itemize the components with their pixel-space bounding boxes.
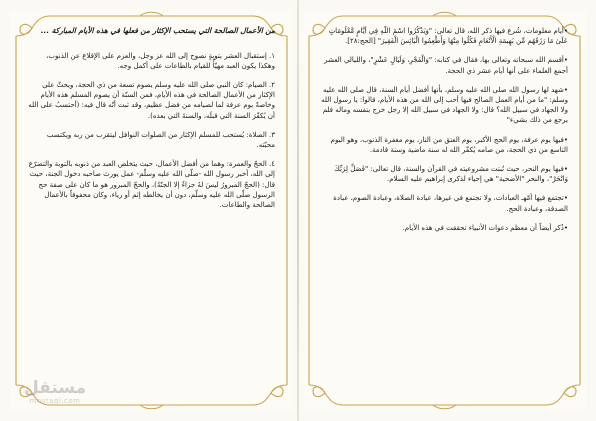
deed-paragraph-3: ٣. الصلاة: يُستحب للمسلم الإكثار من الصلوات النوافل ليتقرب من ربه ويكتسب محبّته. bbox=[46, 130, 275, 149]
virtue-paragraph-3: •شهد لها رسول الله صلى الله عليه وسلم، بأنها أفضل أيام السنة، قال صلى الله عليه وسلم: "ما من أيام العمل الصالح فيها أحب إلى الله من هذه الأيام، قالوا: يا رسول الله ولا الجهاد في سبيل الله؟ قال: ولا الجهاد في سبيل الله إلا رجل خرج بنفسه وماله فلم يرجع من ذلك بشيء" bbox=[321, 85, 568, 125]
right-page bbox=[303, 10, 586, 411]
deed-paragraph-1: ١. إستقبال العشر بتوبةٍ نصوح إلى الله عز وجل، والعزم على الإقلاع عن الذنوب، وهكذا يكون العبد مهيّأً للقيام بالطاعات على أكمل وجه. bbox=[46, 51, 275, 70]
deed-paragraph-2: ٢. الصيام: كان النبي صلى الله عليه وسلم يصوم تسعة من ذي الحجة، ويحثّ على الإكثار من الأعمال الصالحة في هذه الأيام، فمن السنّة أن يصوم المسلم هذه الأيام وخاصةً يوم عرفة لما لصيامه من فضل عظيم، وقد ثبت أنّه قال فيه: (أحتسبُ على الله أن يُكفّرَ السنة التي قبلَه، والسنةَ التي بعده). bbox=[28, 80, 275, 120]
right-page-content bbox=[321, 26, 568, 397]
deed-paragraph-4: ٤. الحجّ والعمرة: وهما من أفضل الأعمال، حيث يتخلص العبد من ذنوبه بالتوبة والتضرّع إلى الله، أخبر رسول الله -صلّى الله عليه وسلّم- عمل يورث صاحبه دخول الجنة، حيث قال: (الحجّ المبرورُ ليسَ لهُ جزاءٌ إلا الجنّةُ)، والحجّ المبرور هو ما كان على صفة حج الرسول صلّى الله عليه وسلّم، دون أن يخالطه إثم أو رياء، وكان محفوفاً بالأعمال الصالحة والطاعات. bbox=[28, 160, 275, 209]
page-gutter bbox=[297, 0, 299, 421]
watermark-url: mostaql.com bbox=[29, 397, 81, 405]
virtue-paragraph-1: •أيام معلومات، شُرع فيها ذكر الله، قال تعالى: "وَيَذْكُرُوا اسْمَ اللَّهِ فِي أَيَّامٍ مَّعْلُومَاتٍ عَلَىٰ مَا رَزَقَهُم مِّن بَهِيمَةِ الْأَنْعَامِ فَكُلُوا مِنْهَا وَأَطْعِمُوا الْبَائِسَ الْفَقِيرَ" [الحج:٢٨]. bbox=[328, 27, 568, 46]
section-heading: من الأعمال الصالحة التي يستحب الإكثار من فعلها في هذه الأيام المباركة ... bbox=[40, 26, 275, 35]
virtue-paragraph-4: •فيها يوم عرفة، يوم الحج الأكبر، يوم العتق من النار، يوم مغفرة الذنوب، وهو اليوم التاسع من ذي الحجة، من صامه يُكفّر الله له سنة ماضية وسنة قادمة. bbox=[330, 135, 568, 154]
virtue-paragraph-5: •فيها يوم النحر، حيث تُبتت مشروعيته في القرآن والسنة، قال تعالى: "فَصَلِّ لِرَبِّكَ وَانْحَرْ"، والنحر "الأضحية" هي إحياء لذكرى إبراهيم عليه السلام. bbox=[334, 165, 568, 184]
virtue-paragraph-6: •تجتمع فيها أمّهـ العبادات، ولا تجتمع في غيرها، عبادة الصلاة، وعبادة الصوم، عبادة الصدقة، وعبادة الحج. bbox=[333, 194, 568, 213]
virtue-paragraph-7: •ذُكر أيضاً أن معظم دعوات الأنبياء تحققت في هذه الأيام. bbox=[402, 223, 568, 232]
left-page bbox=[10, 10, 293, 411]
virtue-paragraph-2: •أقسم الله سبحانه وتعالى بها، فقال في كتابه: "وَالْفَجْرِ، وَلَيَالٍ عَشْرٍ"، والليالي العشر أجمع العلماء على أنها أيام عشر ذي الحجة. bbox=[324, 56, 568, 75]
watermark-logo-text: مستقل bbox=[24, 378, 87, 398]
left-page-content bbox=[28, 26, 275, 397]
watermark bbox=[24, 379, 86, 405]
